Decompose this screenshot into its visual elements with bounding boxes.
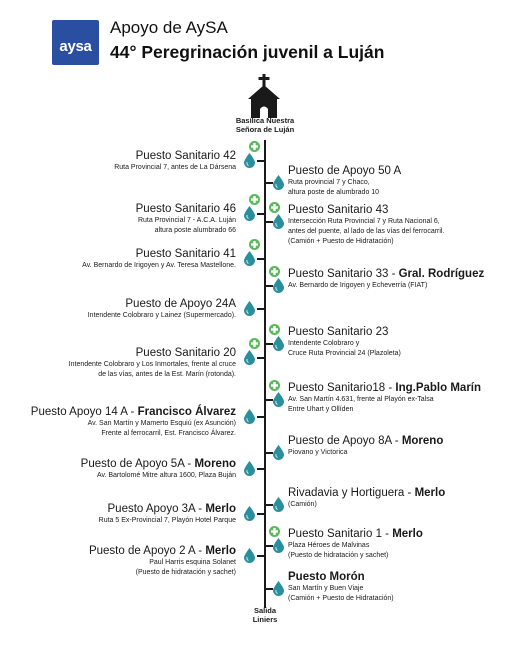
station-address-line: antes del puente, al lado de las vías del ferrocarril. bbox=[288, 227, 445, 235]
station-locality: Merlo bbox=[414, 487, 446, 499]
station-title bbox=[288, 268, 484, 281]
station-address-line: (Camión + Puesto de Hidratación) bbox=[288, 594, 394, 602]
station-address-line: Ruta Provincial 7, antes de La Dársena bbox=[114, 164, 236, 171]
station-title bbox=[288, 571, 394, 584]
station-address-line: Cruce Ruta Provincial 24 (Plazoleta) bbox=[288, 349, 401, 357]
water-drop-icon bbox=[244, 506, 255, 521]
route-tick-left bbox=[257, 468, 265, 470]
station-address-line: (Camión + Puesto de Hidratación) bbox=[288, 237, 394, 245]
station-locality: Moreno bbox=[194, 458, 236, 470]
station-title-text: Puesto Sanitario 23 bbox=[288, 326, 389, 338]
water-drop-icon bbox=[273, 392, 284, 407]
station-address-line: Av. Bernardo de Irigoyen y Echeverría (FIAT) bbox=[288, 282, 428, 289]
water-drop-icon bbox=[273, 278, 284, 293]
right-station-1 bbox=[288, 165, 401, 198]
station-locality: Gral. Rodríguez bbox=[398, 268, 485, 280]
station-address-line: (Camión) bbox=[288, 501, 317, 508]
station-title bbox=[99, 503, 236, 516]
station-title bbox=[81, 458, 236, 471]
station-title-text: Puesto Sanitario 46 bbox=[135, 203, 236, 215]
station-title bbox=[89, 545, 236, 558]
water-drop-icon bbox=[273, 336, 284, 351]
station-title bbox=[288, 528, 423, 541]
left-station-6 bbox=[31, 406, 236, 439]
route-tick-left bbox=[257, 213, 265, 215]
station-address-line: Plaza Héroes de Malvinas bbox=[288, 542, 370, 549]
water-drop-icon bbox=[273, 175, 284, 190]
left-station-3 bbox=[82, 248, 236, 271]
station-address-line: Intersección Ruta Provincial 7 y Ruta Nacional 6, bbox=[288, 218, 440, 225]
left-station-9 bbox=[89, 545, 236, 578]
route-tick-left bbox=[257, 357, 265, 359]
station-address-line: Av. Bernardo de Irigoyen y Av. Teresa Mastellone. bbox=[82, 262, 236, 269]
route-tick-right bbox=[265, 221, 273, 223]
station-address-line: Ruta provincial 7 y Chaco, bbox=[288, 179, 370, 186]
station-title bbox=[288, 204, 444, 217]
station-title-text: Puesto de Apoyo 2 A - bbox=[88, 545, 206, 557]
station-address-line: (Puesto de hidratación y sachet) bbox=[135, 568, 236, 576]
first-aid-icon bbox=[269, 526, 280, 537]
station-address-line: Ruta Provincial 7 - A.C.A. Luján bbox=[137, 217, 236, 224]
station-title bbox=[82, 248, 236, 261]
first-aid-icon bbox=[269, 202, 280, 213]
aysa-logo bbox=[52, 20, 99, 65]
station-title-text: Rivadavia y Hortiguera - bbox=[288, 487, 415, 499]
station-title bbox=[288, 487, 445, 500]
route-tick-right bbox=[265, 285, 273, 287]
right-station-3 bbox=[288, 268, 484, 291]
station-address-line: altura poste alumbrado 66 bbox=[154, 226, 236, 234]
route-tick-right bbox=[265, 452, 273, 454]
station-address-line: Piovano y Victorica bbox=[288, 449, 348, 456]
left-station-8 bbox=[99, 503, 236, 526]
end-label-line2: Liniers bbox=[252, 615, 278, 624]
water-drop-icon bbox=[244, 409, 255, 424]
station-title bbox=[114, 150, 236, 163]
station-address-line: (Puesto de hidratación y sachet) bbox=[288, 551, 389, 559]
route-tick-left bbox=[257, 416, 265, 418]
station-address-line: Av. Bartolomé Mitre altura 1600, Plaza Buján bbox=[96, 472, 236, 479]
station-address-line: San Martín y Buen Viaje bbox=[288, 585, 364, 592]
station-address-line: Paul Harris esquina Solanet bbox=[149, 559, 236, 566]
first-aid-icon bbox=[269, 324, 280, 335]
station-title-text: Puesto Sanitario 20 bbox=[135, 347, 236, 359]
station-title-text: Puesto Apoyo 3A - bbox=[107, 503, 206, 515]
left-station-2 bbox=[136, 203, 236, 236]
route-tick-left bbox=[257, 258, 265, 260]
station-title bbox=[88, 298, 236, 311]
start-label-line2: Señora de Luján bbox=[235, 125, 295, 134]
station-title bbox=[288, 435, 443, 448]
station-address-line: Ruta 5 Ex-Provincial 7, Playón Hotel Parque bbox=[98, 517, 236, 524]
station-title-text: Puesto Sanitario 41 bbox=[135, 248, 236, 260]
church-icon bbox=[245, 74, 283, 118]
water-drop-icon bbox=[244, 350, 255, 365]
first-aid-icon bbox=[249, 239, 260, 250]
station-title-text: Puesto Sanitario 42 bbox=[135, 150, 236, 162]
station-address-line: Intendente Colobraro y bbox=[288, 340, 360, 347]
station-title bbox=[288, 165, 401, 178]
station-title bbox=[69, 347, 236, 360]
route-tick-left bbox=[257, 308, 265, 310]
station-locality: Francisco Álvarez bbox=[137, 406, 236, 418]
station-address-line: Intendente Colobraro y Lainez (Supermercado). bbox=[87, 312, 236, 319]
station-title bbox=[136, 203, 236, 216]
station-title bbox=[288, 326, 401, 339]
route-tick-left bbox=[257, 160, 265, 162]
station-title bbox=[288, 382, 481, 395]
right-station-2 bbox=[288, 204, 444, 246]
first-aid-icon bbox=[249, 338, 260, 349]
route-tick-right bbox=[265, 399, 273, 401]
station-title-text: Puesto de Apoyo 8A - bbox=[288, 435, 402, 447]
station-title-text: Puesto de Apoyo 24A bbox=[125, 298, 236, 310]
first-aid-icon bbox=[249, 141, 260, 152]
route-tick-right bbox=[265, 343, 273, 345]
start-label bbox=[205, 116, 325, 134]
water-drop-icon bbox=[273, 497, 284, 512]
first-aid-icon bbox=[249, 194, 260, 205]
station-address-line: Intendente Colobraro y Los Inmortales, frente al cruce bbox=[68, 361, 236, 368]
station-locality: Merlo bbox=[205, 545, 236, 557]
water-drop-icon bbox=[273, 581, 284, 596]
route-tick-right bbox=[265, 588, 273, 590]
station-locality: Puesto Morón bbox=[288, 571, 365, 583]
station-title-text: Puesto Sanitario 1 - bbox=[288, 528, 393, 540]
station-title bbox=[31, 406, 236, 419]
station-address-line: Frente al ferrocarril, Est. Francisco Álvarez. bbox=[101, 429, 236, 437]
water-drop-icon bbox=[244, 301, 255, 316]
water-drop-icon bbox=[244, 153, 255, 168]
brand-title: Apoyo de AySA bbox=[110, 18, 228, 37]
route-line bbox=[264, 140, 266, 608]
right-station-4 bbox=[288, 326, 401, 359]
left-station-1 bbox=[114, 150, 236, 173]
route-tick-right bbox=[265, 545, 273, 547]
station-title-text: Puesto Sanitario 43 bbox=[288, 204, 389, 216]
water-drop-icon bbox=[244, 206, 255, 221]
route-tick-right bbox=[265, 182, 273, 184]
first-aid-icon bbox=[269, 266, 280, 277]
station-address-line: Av. San Martín 4.631, frente al Playón ex-Talsa bbox=[288, 396, 434, 403]
left-station-5 bbox=[69, 347, 236, 380]
water-drop-icon bbox=[244, 548, 255, 563]
right-station-5 bbox=[288, 382, 481, 415]
end-label-line1: Salida bbox=[253, 606, 277, 615]
route-tick-right bbox=[265, 504, 273, 506]
route-tick-left bbox=[257, 555, 265, 557]
station-title-text: Puesto Apoyo 14 A - bbox=[30, 406, 138, 418]
station-title-text: Puesto Sanitario18 - bbox=[288, 382, 396, 394]
station-locality: Moreno bbox=[401, 435, 444, 447]
station-title-text: Puesto de Apoyo 50 A bbox=[288, 165, 402, 177]
first-aid-icon bbox=[269, 380, 280, 391]
station-address-line: altura poste de alumbrado 10 bbox=[288, 188, 380, 196]
station-address-line: Av. San Martín y Mamerto Esquiú (ex Asunción) bbox=[87, 420, 236, 427]
station-title-text: Puesto Sanitario 33 - bbox=[288, 268, 399, 280]
water-drop-icon bbox=[244, 461, 255, 476]
logo-text: aysa bbox=[59, 38, 92, 55]
route-tick-left bbox=[257, 513, 265, 515]
page-title: 44° Peregrinación juvenil a Luján bbox=[110, 42, 385, 62]
water-drop-icon bbox=[244, 251, 255, 266]
water-drop-icon bbox=[273, 214, 284, 229]
water-drop-icon bbox=[273, 538, 284, 553]
right-station-8 bbox=[288, 528, 423, 561]
left-station-7 bbox=[81, 458, 236, 481]
right-station-7 bbox=[288, 487, 445, 510]
water-drop-icon bbox=[273, 445, 284, 460]
left-station-4 bbox=[88, 298, 236, 321]
station-locality: Merlo bbox=[392, 528, 423, 540]
station-locality: Ing.Pablo Marín bbox=[395, 382, 482, 394]
station-locality: Merlo bbox=[205, 503, 236, 515]
station-address-line: de las vías, antes de la Est. Marín (rotonda). bbox=[98, 370, 236, 378]
station-title-text: Puesto de Apoyo 5A - bbox=[80, 458, 195, 470]
right-station-9 bbox=[288, 571, 394, 604]
start-label-line1: Basílica Nuestra bbox=[235, 116, 295, 125]
end-label bbox=[215, 606, 315, 624]
right-station-6 bbox=[288, 435, 443, 458]
station-address-line: Entre Uhart y Ollíden bbox=[288, 405, 354, 413]
